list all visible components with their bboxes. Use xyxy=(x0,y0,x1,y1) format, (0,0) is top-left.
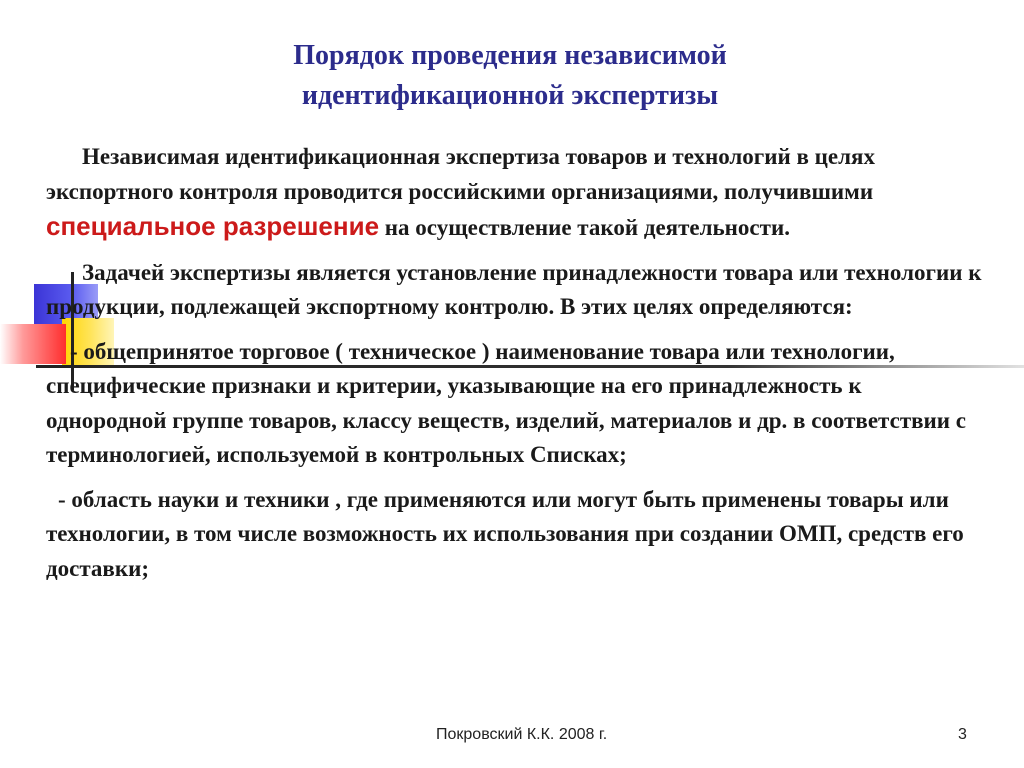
footer-author: Покровский К.К. 2008 г. xyxy=(436,726,608,743)
paragraph-1-end: на осуществление такой деятельности. xyxy=(379,215,790,240)
paragraph-2: Задачей экспертизы является установление принадлежности товара или технологии к продукции, подлежащей экспортному контролю. В этих целях определяются: xyxy=(46,259,982,319)
paragraph-1 xyxy=(46,140,986,246)
title-line-2: идентификационной экспертизы xyxy=(301,80,719,111)
decorative-horizontal-line xyxy=(36,365,1024,368)
title-line-1: Порядок проведения независимой xyxy=(293,40,727,71)
slide-body xyxy=(46,140,986,596)
paragraph-4-bullet: - область науки и техники , где применяются или могут быть применены товары или технологии, в том числе возможность их использования при создании ОМП, средств его доставки; xyxy=(46,486,964,581)
paragraph-3-bullet: - общепринятое торговое ( техническое ) наименование товара или технологии, специфические признаки и критерии, указывающие на его принадлежность к однородной группе товаров, классу веществ, изделий, материалов и др. в соответствии с терминологией, используемой в контрольных Списках; xyxy=(46,338,966,467)
paragraph-1-start: Независимая идентификационная экспертиза товаров и технологий в целях экспортного контроля проводится российскими организациями, получившими xyxy=(46,144,875,204)
page-number: 3 xyxy=(958,726,967,743)
special-permission-highlight: специальное разрешение xyxy=(46,211,380,241)
slide-title xyxy=(150,36,870,116)
